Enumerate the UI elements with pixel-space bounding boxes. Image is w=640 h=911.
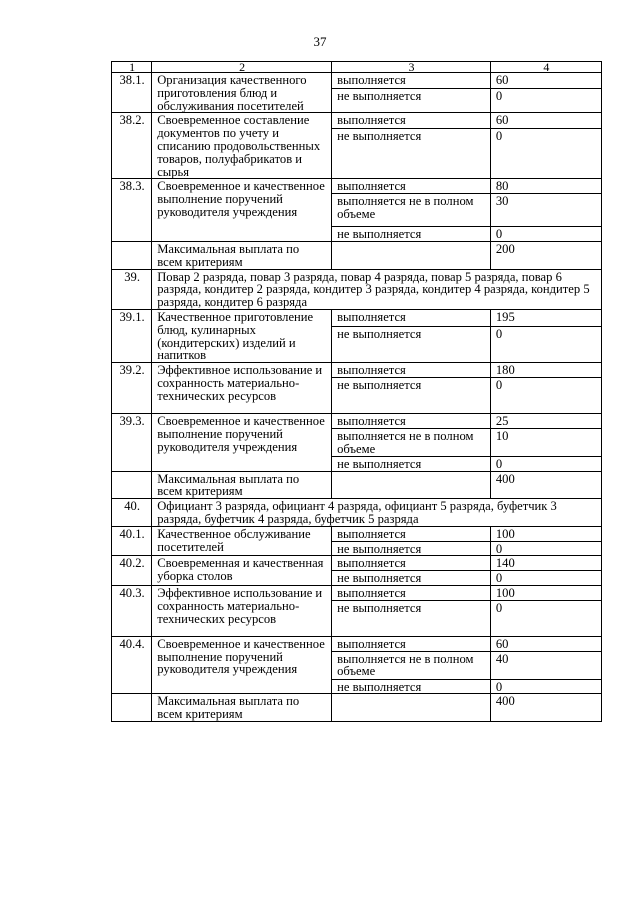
status-text: не выполняется [332,377,491,413]
max-payment-value: 400 [490,471,601,499]
criterion-text: Своевременная и качественная уборка столов [152,556,332,586]
group-number: 40. [112,499,152,527]
table-row [112,556,602,571]
payment-value: 60 [490,636,601,651]
item-number: 39.1. [112,309,152,362]
status-text: не выполняется [332,89,491,113]
payment-value: 0 [490,679,601,694]
payment-value: 60 [490,73,601,89]
criterion-text: Своевременное и качественное выполнение поручений руководителя учреждения [152,179,332,242]
page-number: 37 [313,34,327,49]
status-text: выполняется [332,179,491,194]
status-text: выполняется [332,556,491,571]
empty-cell [332,694,491,722]
empty-cell [332,471,491,499]
table-row [112,413,602,428]
item-number: 40.3. [112,585,152,636]
payment-value: 100 [490,526,601,541]
status-text: выполняется [332,526,491,541]
max-payment-row [112,471,602,499]
payment-value: 40 [490,651,601,679]
table-row [112,113,602,129]
column-number-row [112,62,602,73]
item-number: 40.1. [112,526,152,556]
empty-cell [112,694,152,722]
table-row [112,526,602,541]
criterion-text: Эффективное использование и сохранность материально-технических ресурсов [152,363,332,414]
max-payment-value: 200 [490,241,601,269]
column-number-2: 2 [152,62,332,73]
position-group-row [112,269,602,309]
payment-value: 0 [490,377,601,413]
item-number: 39.3. [112,413,152,471]
payment-value: 0 [490,227,601,242]
criteria-table [111,61,602,722]
position-group-title: Официант 3 разряда, официант 4 разряда, официант 5 разряда, буфетчик 3 разряда, буфетчик 4 разряда, буфетчик 5 разряда [152,499,602,527]
status-text: выполняется [332,636,491,651]
table-row [112,179,602,194]
column-number-1: 1 [112,62,152,73]
status-text: не выполняется [332,129,491,179]
group-number: 39. [112,269,152,309]
empty-cell [332,241,491,269]
status-text: выполняется [332,363,491,378]
payment-value: 0 [490,600,601,636]
max-payment-value: 400 [490,694,601,722]
item-number: 38.2. [112,113,152,179]
column-number-4: 4 [490,62,601,73]
table-row [112,73,602,89]
max-payment-row [112,694,602,722]
item-number: 39.2. [112,363,152,414]
status-text: не выполняется [332,456,491,471]
status-text: не выполняется [332,541,491,556]
criterion-text: Организация качественного приготовления блюд и обслуживания посетителей [152,73,332,113]
status-text: выполняется [332,309,491,326]
status-text: выполняется не в полном объеме [332,194,491,227]
payment-value: 25 [490,413,601,428]
item-number: 40.2. [112,556,152,586]
status-text: не выполняется [332,600,491,636]
empty-cell [112,471,152,499]
item-number: 38.1. [112,73,152,113]
payment-value: 60 [490,113,601,129]
item-number: 40.4. [112,636,152,694]
status-text: не выполняется [332,679,491,694]
payment-value: 0 [490,89,601,113]
payment-value: 140 [490,556,601,571]
status-text: выполняется [332,413,491,428]
column-number-3: 3 [332,62,491,73]
max-payment-row [112,241,602,269]
table-row [112,636,602,651]
payment-value: 30 [490,194,601,227]
payment-value: 0 [490,456,601,471]
criterion-text: Своевременное и качественное выполнение поручений руководителя учреждения [152,636,332,694]
table-row [112,585,602,600]
payment-value: 195 [490,309,601,326]
item-number: 38.3. [112,179,152,242]
status-text: не выполняется [332,571,491,586]
table-row [112,309,602,326]
status-text: выполняется [332,585,491,600]
payment-value: 0 [490,129,601,179]
table-row [112,363,602,378]
position-group-title: Повар 2 разряда, повар 3 разряда, повар 4 разряда, повар 5 разряда, повар 6 разряда, кондитер 2 разряда, кондитер 3 разряда, кондитер 4 разряда, кондитер 5 разряда, кондитер 6 разряда [152,269,602,309]
status-text: не выполняется [332,327,491,363]
status-text: выполняется [332,113,491,129]
position-group-row [112,499,602,527]
payment-value: 180 [490,363,601,378]
max-payment-label: Максимальная выплата по всем критериям [152,241,332,269]
status-text: выполняется не в полном объеме [332,651,491,679]
payment-value: 10 [490,428,601,456]
criterion-text: Качественное приготовление блюд, кулинарных (кондитерских) изделий и напитков [152,309,332,362]
payment-value: 100 [490,585,601,600]
criterion-text: Своевременное составление документов по учету и списанию продовольственных товаров, полуфабрикатов и сырья [152,113,332,179]
payment-value: 80 [490,179,601,194]
max-payment-label: Максимальная выплата по всем критериям [152,471,332,499]
status-text: не выполняется [332,227,491,242]
criterion-text: Качественное обслуживание посетителей [152,526,332,556]
status-text: выполняется [332,73,491,89]
max-payment-label: Максимальная выплата по всем критериям [152,694,332,722]
criterion-text: Эффективное использование и сохранность материально-технических ресурсов [152,585,332,636]
empty-cell [112,241,152,269]
payment-value: 0 [490,541,601,556]
payment-value: 0 [490,327,601,363]
status-text: выполняется не в полном объеме [332,428,491,456]
criterion-text: Своевременное и качественное выполнение поручений руководителя учреждения [152,413,332,471]
payment-value: 0 [490,571,601,586]
